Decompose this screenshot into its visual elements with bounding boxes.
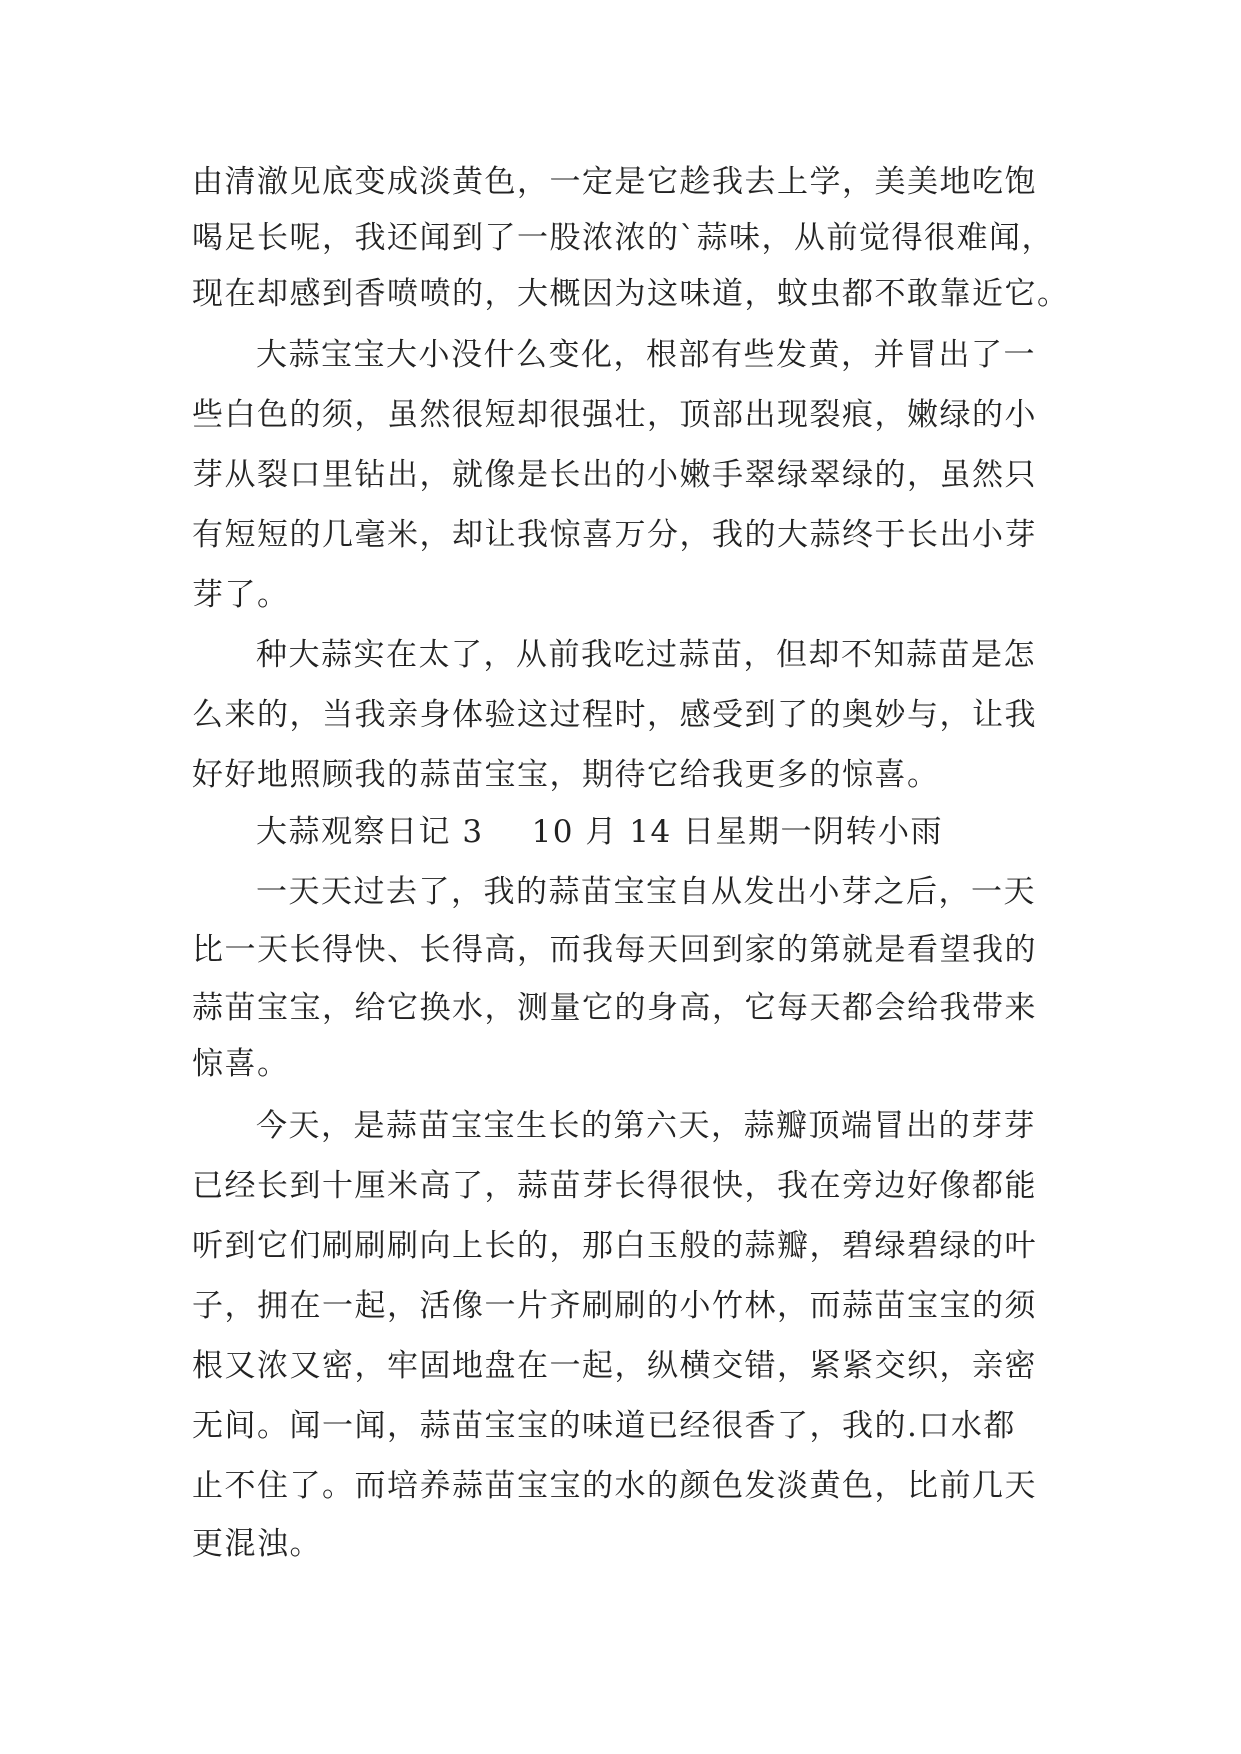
diary-title: 大蒜观察日记 3 xyxy=(256,814,484,850)
text-line: 有短短的几毫米，却让我惊喜万分，我的大蒜终于长出小芽 xyxy=(192,517,1037,553)
text-line: 无间。闻一闻，蒜苗宝宝的味道已经很香了，我的.口水都 xyxy=(192,1408,1016,1444)
paragraph-start-line: 今天，是蒜苗宝宝生长的第六天，蒜瓣顶端冒出的芽芽 xyxy=(256,1108,1036,1144)
text-line: 蒜苗宝宝，给它换水，测量它的身高，它每天都会给我带来 xyxy=(192,990,1037,1026)
text-line: 现在却感到香喷喷的，大概因为这味道，蚊虫都不敢靠近它。 xyxy=(192,276,1070,312)
text-line: 惊喜。 xyxy=(192,1046,290,1082)
paragraph-start-line: 大蒜宝宝大小没什么变化，根部有些发黄，并冒出了一 xyxy=(256,337,1036,373)
text-line: 喝足长呢，我还闻到了一股浓浓的`蒜味，从前觉得很难闻， xyxy=(192,220,1054,256)
text-line: 芽了。 xyxy=(192,577,290,613)
text-line: 听到它们刷刷刷向上长的，那白玉般的蒜瓣，碧绿碧绿的叶 xyxy=(192,1228,1037,1264)
text-line: 芽从裂口里钻出，就像是长出的小嫩手翠绿翠绿的，虽然只 xyxy=(192,457,1037,493)
text-line: 子，拥在一起，活像一片齐刷刷的小竹林，而蒜苗宝宝的须 xyxy=(192,1288,1037,1324)
paragraph-start-line: 种大蒜实在太了，从前我吃过蒜苗，但却不知蒜苗是怎 xyxy=(256,637,1036,673)
text-line: 止不住了。而培养蒜苗宝宝的水的颜色发淡黄色，比前几天 xyxy=(192,1468,1037,1504)
diary-date: 10 月 14 日星期一阴转小雨 xyxy=(531,814,944,850)
text-line: 更混浊。 xyxy=(192,1526,322,1562)
diary-heading xyxy=(256,812,1072,852)
text-line: 根又浓又密，牢固地盘在一起，纵横交错，紧紧交织，亲密 xyxy=(192,1348,1037,1384)
text-line: 好好地照顾我的蒜苗宝宝，期待它给我更多的惊喜。 xyxy=(192,757,940,793)
paragraph-start-line: 一天天过去了，我的蒜苗宝宝自从发出小芽之后，一天 xyxy=(256,874,1036,910)
text-line: 比一天长得快、长得高，而我每天回到家的第就是看望我的 xyxy=(192,932,1037,968)
text-line: 些白色的须，虽然很短却很强壮，顶部出现裂痕，嫩绿的小 xyxy=(192,397,1037,433)
text-line: 由清澈见底变成淡黄色，一定是它趁我去上学，美美地吃饱 xyxy=(192,164,1037,200)
text-line: 已经长到十厘米高了，蒜苗芽长得很快，我在旁边好像都能 xyxy=(192,1168,1037,1204)
text-line: 么来的，当我亲身体验这过程时，感受到了的奥妙与，让我 xyxy=(192,697,1037,733)
